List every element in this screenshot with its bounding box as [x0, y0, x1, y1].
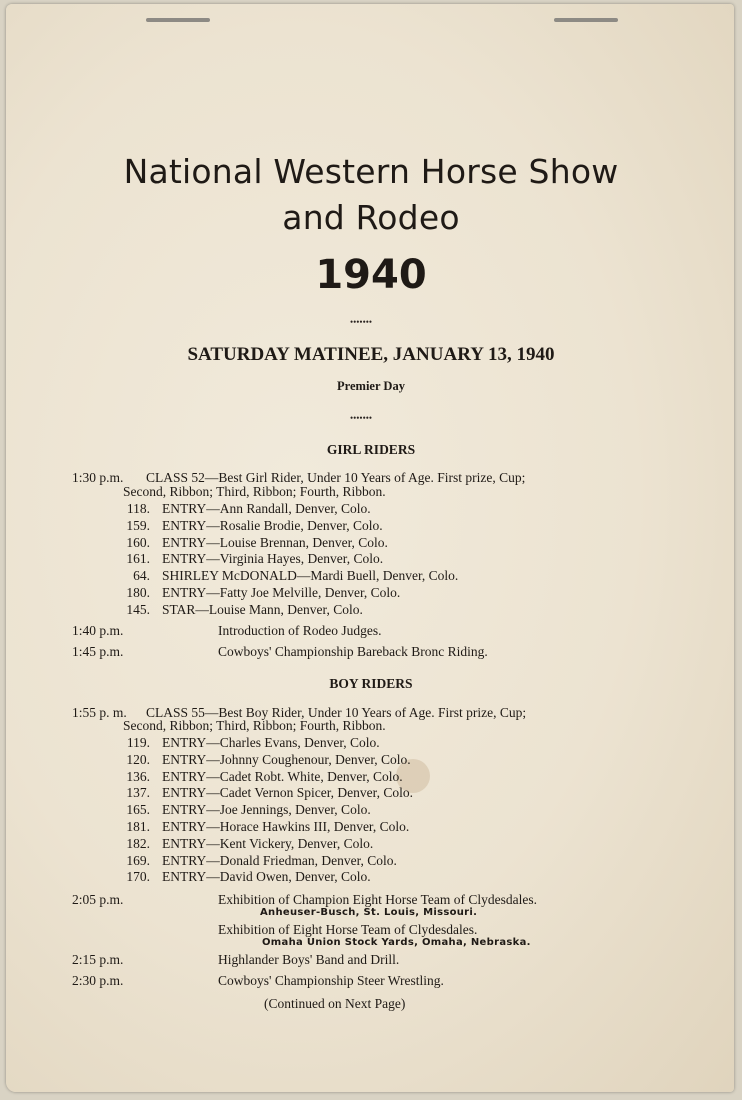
entry-text: ENTRY—Fatty Joe Melville, Denver, Colo.	[162, 585, 401, 600]
ornament-divider: •••••••	[349, 317, 373, 327]
entry-text: STAR—Louise Mann, Denver, Colo.	[162, 601, 363, 617]
event-sponsor: Anheuser-Busch, St. Louis, Missouri.	[260, 907, 478, 918]
entry-number: 119.	[126, 735, 150, 750]
class-time: 1:30 p.m.	[72, 470, 124, 485]
entry-text: SHIRLEY McDONALD—Mardi Buell, Denver, Colo.	[162, 568, 459, 584]
entry-number: 160.	[126, 534, 150, 550]
title-line-2: and Rodeo	[282, 198, 460, 237]
entry-text: ENTRY—David Owen, Denver, Colo.	[162, 869, 371, 885]
entry-text: ENTRY—Cadet Vernon Spicer, Denver, Colo.	[162, 785, 414, 801]
entry-number: 182.	[126, 835, 150, 851]
entry-number: 120.	[126, 751, 150, 767]
class-description: CLASS 55—Best Boy Rider, Under 10 Years of Age. First prize, Cup;	[146, 705, 527, 720]
entry-number: 180.	[126, 585, 150, 600]
event-text: Cowboys' Championship Bareback Bronc Riding.	[218, 644, 488, 659]
class-description: CLASS 52—Best Girl Rider, Under 10 Years of Age. First prize, Cup;	[146, 470, 526, 485]
entry-number: 161.	[126, 551, 150, 567]
event-text: Introduction of Rodeo Judges.	[218, 623, 382, 638]
class-description-cont: Second, Ribbon; Third, Ribbon; Fourth, Ribbon.	[123, 484, 386, 499]
event-time: 2:30 p.m.	[72, 973, 124, 988]
event-text: Cowboys' Championship Steer Wrestling.	[218, 973, 444, 988]
event-text: Exhibition of Eight Horse Team of Clydesdales.	[218, 922, 478, 937]
entry-text: ENTRY—Louise Brennan, Denver, Colo.	[162, 534, 388, 550]
entry-text: ENTRY—Ann Randall, Denver, Colo.	[162, 501, 371, 516]
entry-number: 181.	[126, 819, 150, 834]
entry-number: 136.	[126, 768, 150, 784]
ornament-divider: •••••••	[349, 413, 373, 423]
entry-number: 165.	[126, 802, 150, 818]
heading: SATURDAY MATINEE, JANUARY 13, 1940	[187, 344, 555, 365]
entry-text: ENTRY—Joe Jennings, Denver, Colo.	[162, 802, 371, 818]
entry-number: 170.	[126, 869, 150, 885]
staple	[554, 18, 618, 22]
class-description-cont: Second, Ribbon; Third, Ribbon; Fourth, Ribbon.	[123, 718, 386, 733]
section-title-girl-riders: GIRL RIDERS	[326, 442, 416, 457]
entry-text: ENTRY—Charles Evans, Denver, Colo.	[162, 735, 380, 750]
entry-number: 137.	[126, 785, 150, 801]
entry-text: ENTRY—Cadet Robt. White, Denver, Colo.	[162, 768, 403, 784]
event-time: 2:15 p.m.	[72, 952, 124, 967]
entry-text: ENTRY—Rosalie Brodie, Denver, Colo.	[162, 517, 383, 533]
entry-number: 64.	[133, 568, 150, 584]
event-time: 1:45 p.m.	[72, 644, 124, 659]
entry-number: 145.	[126, 601, 150, 617]
year: 1940	[315, 252, 427, 298]
entry-text: ENTRY—Kent Vickery, Denver, Colo.	[162, 835, 374, 851]
staple	[146, 18, 210, 22]
event-text: Highlander Boys' Band and Drill.	[218, 952, 400, 967]
entry-text: ENTRY—Johnny Coughenour, Denver, Colo.	[162, 751, 411, 767]
event-time: 2:05 p.m.	[72, 892, 124, 907]
entry-text: ENTRY—Virginia Hayes, Denver, Colo.	[162, 551, 384, 567]
entry-text: ENTRY—Horace Hawkins III, Denver, Colo.	[162, 819, 410, 834]
entry-number: 169.	[126, 852, 150, 868]
subheading: Premier Day	[337, 379, 405, 393]
entry-number: 118.	[126, 501, 150, 516]
section-title-boy-riders: BOY RIDERS	[329, 676, 413, 691]
continued-note: (Continued on Next Page)	[264, 996, 406, 1011]
event-time: 1:40 p.m.	[72, 623, 124, 638]
entry-text: ENTRY—Donald Friedman, Denver, Colo.	[162, 852, 397, 868]
title-line-1: National Western Horse Show	[123, 152, 619, 191]
event-text: Exhibition of Champion Eight Horse Team of Clydesdales.	[218, 892, 538, 907]
entry-number: 159.	[126, 517, 150, 533]
event-sponsor: Omaha Union Stock Yards, Omaha, Nebraska.	[262, 937, 531, 948]
class-time: 1:55 p. m.	[72, 705, 127, 720]
